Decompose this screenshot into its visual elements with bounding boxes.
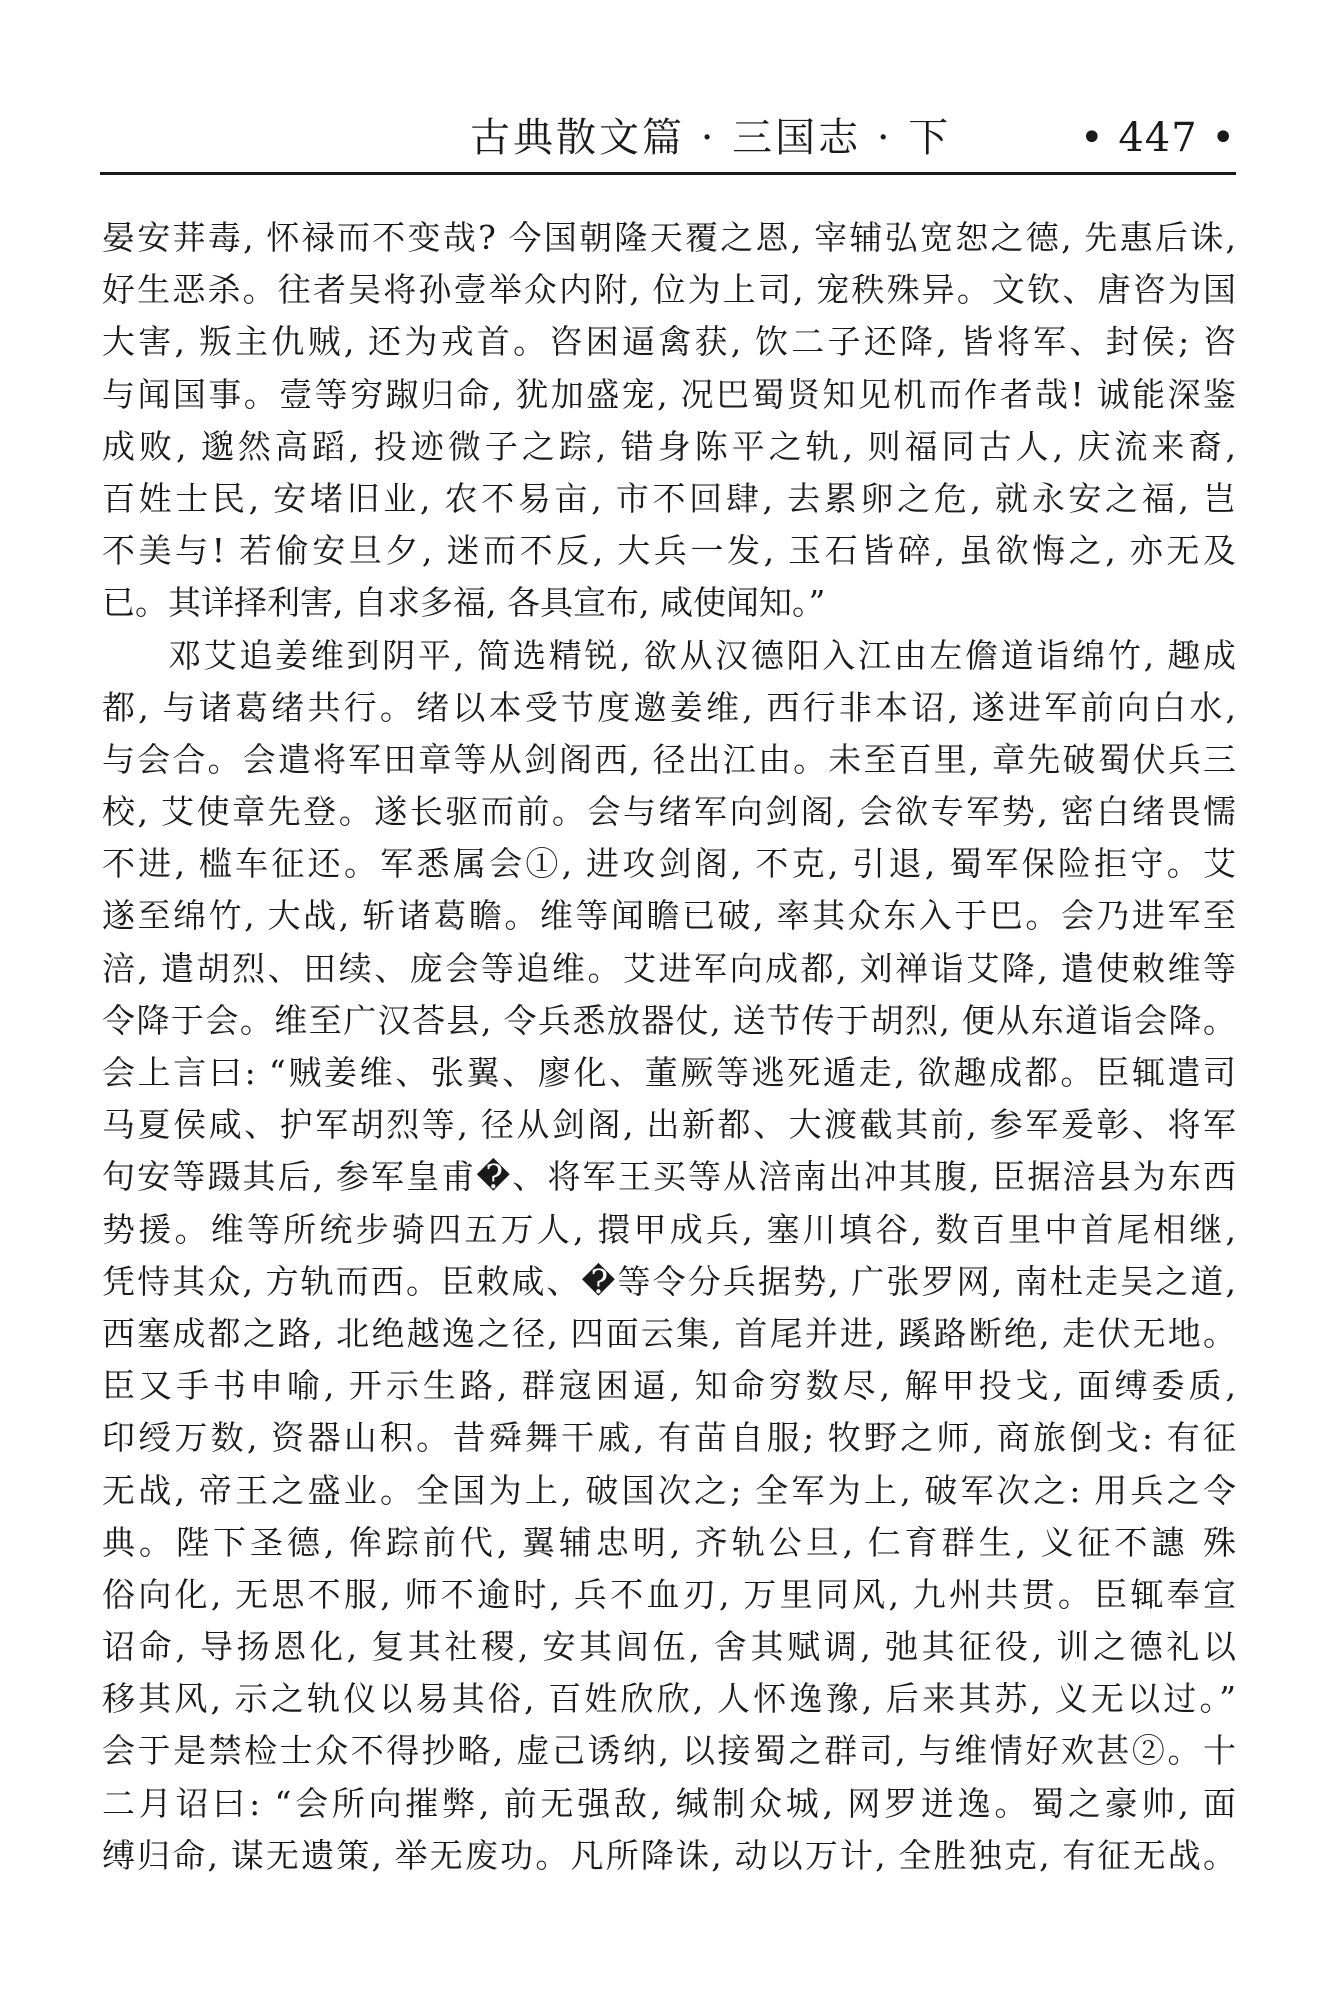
text-line: 会于是禁检士众不得抄略, 虚己诱纳, 以接蜀之群司, 与维情好欢甚②。十 <box>102 1731 1236 1771</box>
text-line: 涪, 遣胡烈、田续、庞会等追维。艾进军向成都, 刘禅诣艾降, 遣使敕维等 <box>102 948 1236 988</box>
text-line: 大害, 叛主仇贼, 还为戎首。咨困逼禽获, 饮二子还降, 皆将军、封侯; 咨 <box>102 322 1236 362</box>
text-line: 臣又手书申喻, 开示生路, 群寇困逼, 知命穷数尽, 解甲投戈, 面缚委质, <box>102 1366 1236 1406</box>
text-line: 令降于会。维至广汉荅县, 令兵悉放器仗, 送节传于胡烈, 便从东道诣会降。 <box>102 1000 1236 1040</box>
text-line: 百姓士民, 安堵旧业, 农不易亩, 市不回肆, 去累卵之危, 就永安之福, 岂 <box>102 478 1236 518</box>
text-line: 邓艾追姜维到阴平, 简选精锐, 欲从汉德阳入江由左儋道诣绵竹, 趣成 <box>168 635 1236 675</box>
text-line: 无战, 帝王之盛业。全国为上, 破国次之; 全军为上, 破军次之: 用兵之令 <box>102 1470 1236 1510</box>
text-line: 与闻国事。壹等穷踧归命, 犹加盛宠, 况巴蜀贤知见机而作者哉! 诚能深鉴 <box>102 374 1236 414</box>
text-line: 会上言曰: “贼姜维、张翼、廖化、董厥等逃死遁走, 欲趣成都。臣辄遣司 <box>102 1053 1236 1092</box>
text-line: 诏命, 导扬恩化, 复其社稷, 安其闾伍, 舍其赋调, 弛其征役, 训之德礼以 <box>102 1627 1236 1667</box>
text-line: 印绶万数, 资器山积。昔舜舞干戚, 有苗自服; 牧野之师, 商旅倒戈: 有征 <box>102 1418 1236 1458</box>
header-rule <box>100 172 1236 175</box>
text-line: 二月诏曰: “会所向摧弊, 前无强敌, 缄制众城, 网罗迸逸。蜀之豪帅, 面 <box>102 1783 1236 1823</box>
text-line: 与会合。会遣将军田章等从剑阁西, 径出江由。未至百里, 章先破蜀伏兵三 <box>102 739 1236 779</box>
text-line: 典。陛下圣德, 侔踪前代, 翼辅忠明, 齐轨公旦, 仁育群生, 义征不譓 殊 <box>102 1522 1236 1562</box>
text-line: 马夏侯咸、护军胡烈等, 径从剑阁, 出新都、大渡截其前, 参军爰彰、将军 <box>102 1105 1236 1145</box>
text-line: 西塞成都之路, 北绝越逸之径, 四面云集, 首尾并进, 蹊路断绝, 走伏无地。 <box>102 1313 1236 1353</box>
text-line: 势援。维等所统步骑四五万人, 擐甲成兵, 塞川填谷, 数百里中首尾相继, <box>102 1209 1236 1249</box>
running-header <box>100 108 1236 168</box>
text-line: 遂至绵竹, 大战, 斩诸葛瞻。维等闻瞻已破, 率其众东入于巴。会乃进军至 <box>102 896 1236 936</box>
text-line: 凭恃其众, 方轨而西。臣敕咸、�等令分兵据势, 广张罗网, 南杜走吴之道, <box>102 1261 1236 1301</box>
body-text <box>102 212 1236 1882</box>
text-line: 已。其详择利害, 自求多福, 各具宣布, 咸使闻知。” <box>102 583 826 623</box>
text-line: 都, 与诸葛绪共行。绪以本受节度邀姜维, 西行非本诏, 遂进军前向白水, <box>102 687 1236 727</box>
text-line: 移其风, 示之轨仪以易其俗, 百姓欣欣, 人怀逸豫, 后来其苏, 义无以过。” <box>102 1679 1236 1719</box>
text-line: 晏安荓毒, 怀禄而不变哉? 今国朝隆天覆之恩, 宰辅弘宽恕之德, 先惠后诛, <box>102 218 1236 257</box>
text-line: 好生恶杀。往者吴将孙壹举众内附, 位为上司, 宠秩殊异。文钦、唐咨为国 <box>102 270 1236 310</box>
header-title: 古典散文篇 · 三国志 · 下 <box>470 115 952 161</box>
text-line: 句安等蹑其后, 参军皇甫�、将军王买等从涪南出冲其腹, 臣据涪县为东西 <box>102 1157 1236 1197</box>
page-number: • 447 • <box>1080 115 1236 161</box>
text-line: 校, 艾使章先登。遂长驱而前。会与绪军向剑阁, 会欲专军势, 密白绪畏懦 <box>102 792 1236 832</box>
text-line: 成败, 邈然高蹈, 投迹微子之踪, 错身陈平之轨, 则福同古人, 庆流来裔, <box>102 426 1236 466</box>
text-line: 不美与! 若偷安旦夕, 迷而不反, 大兵一发, 玉石皆碎, 虽欲悔之, 亦无及 <box>102 531 1236 571</box>
text-line: 缚归命, 谋无遗策, 举无废功。凡所降诛, 动以万计, 全胜独克, 有征无战。 <box>102 1835 1236 1875</box>
text-line: 俗向化, 无思不服, 师不逾时, 兵不血刃, 万里同风, 九州共贯。臣辄奉宣 <box>102 1574 1236 1614</box>
text-line: 不进, 槛车征还。军悉属会①, 进攻剑阁, 不克, 引退, 蜀军保险拒守。艾 <box>102 844 1236 884</box>
